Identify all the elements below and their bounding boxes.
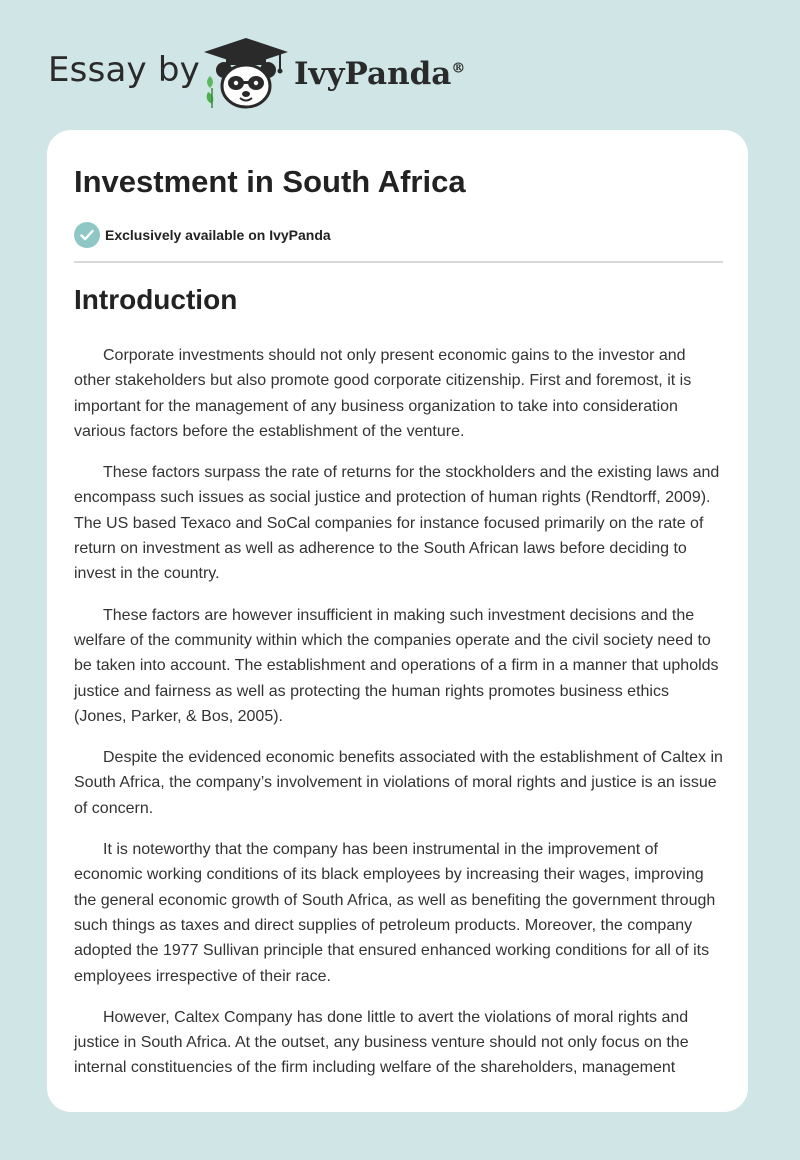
registered-mark: ®: [451, 60, 466, 77]
exclusive-badge: [74, 222, 331, 248]
essay-body: [74, 343, 724, 1097]
paragraph: Despite the evidenced economic benefits associated with the establishment of Caltex in South Africa, the company’s involvement in violations of moral rights and justice is an issue of concern.: [74, 749, 723, 817]
brand-name: IvyPanda®: [294, 56, 466, 92]
paragraph: These factors are however insufficient in making such investment decisions and the welfare of the community within which the companies operate and the civil society need to be taken into account. The establishment and operations of a firm in a manner that upholds justice and fairness as well as protecting the human rights promotes business ethics (Jones, Parker, & Bos, 2005).: [74, 606, 719, 725]
essay-card: [47, 130, 748, 1112]
brand-prefix: Essay by: [48, 50, 200, 90]
badge-text: Exclusively available on IvyPanda: [105, 227, 331, 243]
check-icon: [74, 222, 100, 248]
paragraph: It is noteworthy that the company has been instrumental in the improvement of economic working conditions of its black employees by increasing their wages, improving the general economic growth of South Africa, as well as benefiting the government through such things as taxes and direct supplies of petroleum products. Moreover, the company adopted the 1977 Sullivan principle that ensured enhanced working conditions for all of its employees irrespective of their race.: [74, 841, 716, 985]
paragraph: These factors surpass the rate of returns for the stockholders and the existing laws and encompass such issues as social justice and protection of human rights (Rendtorff, 2009). The US based Texaco and SoCal companies for instance focused primarily on the rate of return on investment as well as adherence to the South African laws before deciding to invest in the country.: [74, 464, 720, 583]
panda-graduate-icon[interactable]: [200, 36, 292, 110]
site-header: [0, 0, 800, 120]
paragraph: However, Caltex Company has done little to avert the violations of moral rights and justice in South Africa. At the outset, any business venture should not only focus on the internal constituencies of the firm including welfare of the shareholders, management: [74, 1008, 689, 1077]
section-heading: Introduction: [74, 284, 238, 315]
paragraph: Corporate investments should not only present economic gains to the investor and other stakeholders but also promote good corporate citizenship. First and foremost, it is important for the management of any business organization to take into consideration various factors before the establishment of the venture.: [74, 347, 692, 440]
divider: [74, 261, 723, 263]
essay-title: Investment in South Africa: [74, 164, 466, 199]
